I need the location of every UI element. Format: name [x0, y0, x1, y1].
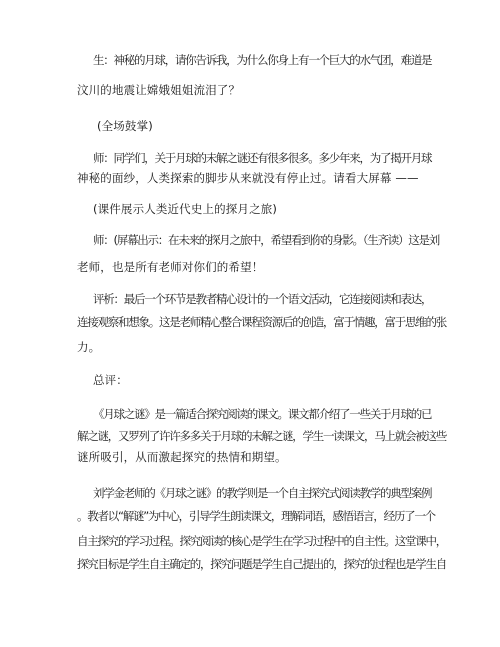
section-heading: 总评：	[93, 373, 128, 387]
paragraph-line: 师：同学们，关于月球的未解之谜还有很多很多。多少年来，为了揭开月球	[93, 151, 432, 165]
paragraph-line: 评析：最后一个环节是教者精心设计的一个语文活动，它连接阅读和表达，	[93, 292, 432, 306]
paragraph-line: 谜所吸引，从而激起探究的热情和期望。	[77, 450, 287, 464]
paragraph-line: (全场鼓掌)	[97, 119, 153, 133]
paragraph-line: 。教者以“解谜”为中心，引导学生朗读课文，理解词语，感悟语言，经历了一个	[77, 509, 435, 523]
paragraph-line: 汶川的地震让嫦娥姐姐流泪了？	[77, 83, 241, 97]
paragraph-line: 神秘的面纱，人类探索的脚步从来就没有停止过。请看大屏幕 ——	[77, 171, 419, 185]
paragraph-line: 自主探究的学习过程。探究阅读的核心是学生在学习过程中的自主性。这堂课中，	[77, 534, 446, 548]
paragraph-line: 连接观察和想象。这是老师精心整合课程资源后的创造，富于情趣，富于思维的张	[77, 315, 446, 329]
paragraph-line: 解之谜，又罗列了许许多多关于月球的未解之谜，学生一读课文，马上就会被这些	[77, 429, 446, 443]
paragraph-line: 《月球之谜》是一篇适合探究阅读的课文。课文都介绍了一些关于月球的已	[93, 407, 432, 421]
paragraph-line: 老师，也是所有老师对你们的希望！	[77, 260, 264, 274]
paragraph-line: 刘学金老师的《月球之谜》的教学则是一个自主探究式阅读教学的典型案例	[93, 486, 432, 500]
paragraph-line: 力。	[77, 340, 101, 354]
paragraph-line: (课件展示人类近代史上的探月之旅)	[93, 202, 278, 216]
paragraph-line: 探究目标是学生自主确定的，探究问题是学生自己提出的，探究的过程也是学生自	[77, 557, 446, 571]
paragraph-line: 生：神秘的月球，请你告诉我，为什么你身上有一个巨大的水气团，难道是	[93, 53, 432, 67]
paragraph-line: 师：(屏幕出示：在未来的探月之旅中，希望看到你的身影。（生齐读）这是刘	[93, 233, 439, 247]
